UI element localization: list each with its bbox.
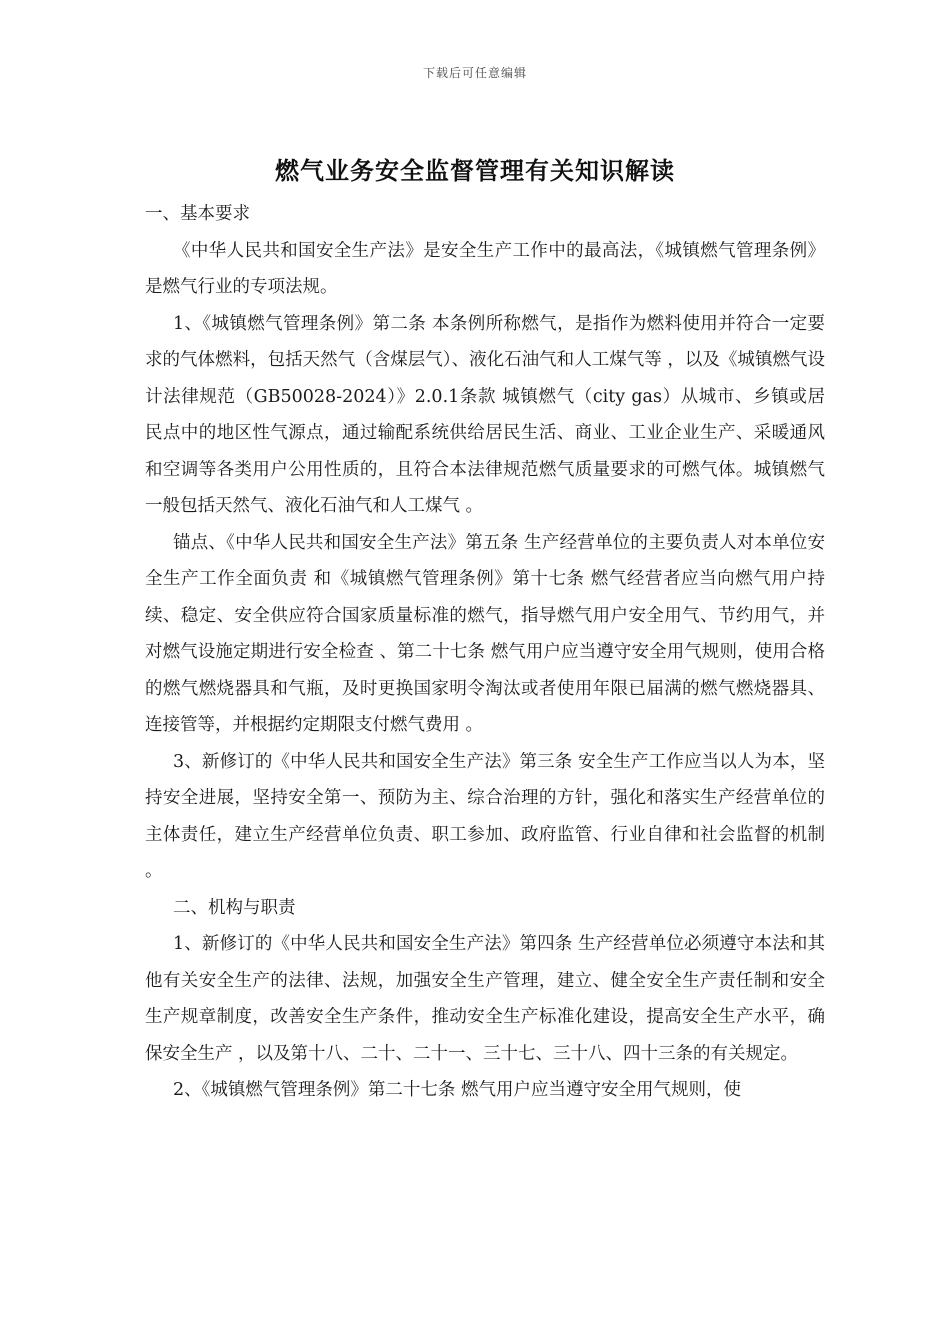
header-note: 下载后可任意编辑 [422, 66, 527, 80]
paragraph-section2-item-1: 1、新修订的《中华人民共和国安全生产法》第四条 生产经营单位必须遵守本法和其他有关安全生产的法律、法规，加强安全生产管理，建立、健全安全生产责任制和安全生产规章制度，改善安全生产条件，推动安全生产标准化建设，提高安全生产水平，确保安全生产 ，以及第十八、二十、二十一、三十七、三十八、四十三条的有关规定。 [145, 934, 825, 1064]
document-title: 燃气业务安全监督管理有关知识解读 [275, 157, 675, 185]
paragraph-intro: 《中华人民共和国安全生产法》是安全生产工作中的最高法，《城镇燃气管理条例》是燃气行业的专项法规。 [145, 240, 825, 297]
paragraph-item-3: 3、新修订的《中华人民共和国安全生产法》第三条 安全生产工作应当以人为本，坚持安全进展，坚持安全第一、预防为主、综合治理的方针，强化和落实生产经营单位的主体责任，建立生产经营单位负责、职工参加、政府监管、行业自律和社会监督的机制 。 [145, 751, 825, 881]
paragraph-item-1: 1、《城镇燃气管理条例》第二条 本条例所称燃气，是指作为燃料使用并符合一定要求的气体燃料，包括天然气（含煤层气）、液化石油气和人工煤气等 ，以及《城镇燃气设计法律规范（GB50028-2024）》2.0.1条款 城镇燃气（city gas）从城市、乡镇或居民点中的地区性气源点，通过输配系统供给居民生活、商业、工业企业生产、采暖通风和空调等各类用户公用性质的，且符合本法律规范燃气质量要求的可燃气体。城镇燃气一般包括天然气、液化石油气和人工煤气 。 [145, 313, 825, 516]
section-heading-basic-requirements: 一、基本要求 [145, 204, 250, 224]
document-body [145, 196, 825, 1109]
section-heading-organization: 二、机构与职责 [173, 897, 296, 918]
paragraph-anchor: 锚点、《中华人民共和国安全生产法》第五条 生产经营单位的主要负责人对本单位安全生产工作全面负责 和《城镇燃气管理条例》第十七条 燃气经营者应当向燃气用户持续、稳定、安全供应符合国家质量标准的燃气，指导燃气用户安全用气、节约用气，并对燃气设施定期进行安全检查 、第二十七条 燃气用户应当遵守安全用气规则，使用合格的燃气燃烧器具和气瓶，及时更换国家明令淘汰或者使用年限已届满的燃气燃烧器具、连接管等，并根据约定期限支付燃气费用 。 [145, 532, 825, 735]
paragraph-section2-item-2: 2、《城镇燃气管理条例》第二十七条 燃气用户应当遵守安全用气规则，使 [173, 1080, 741, 1100]
